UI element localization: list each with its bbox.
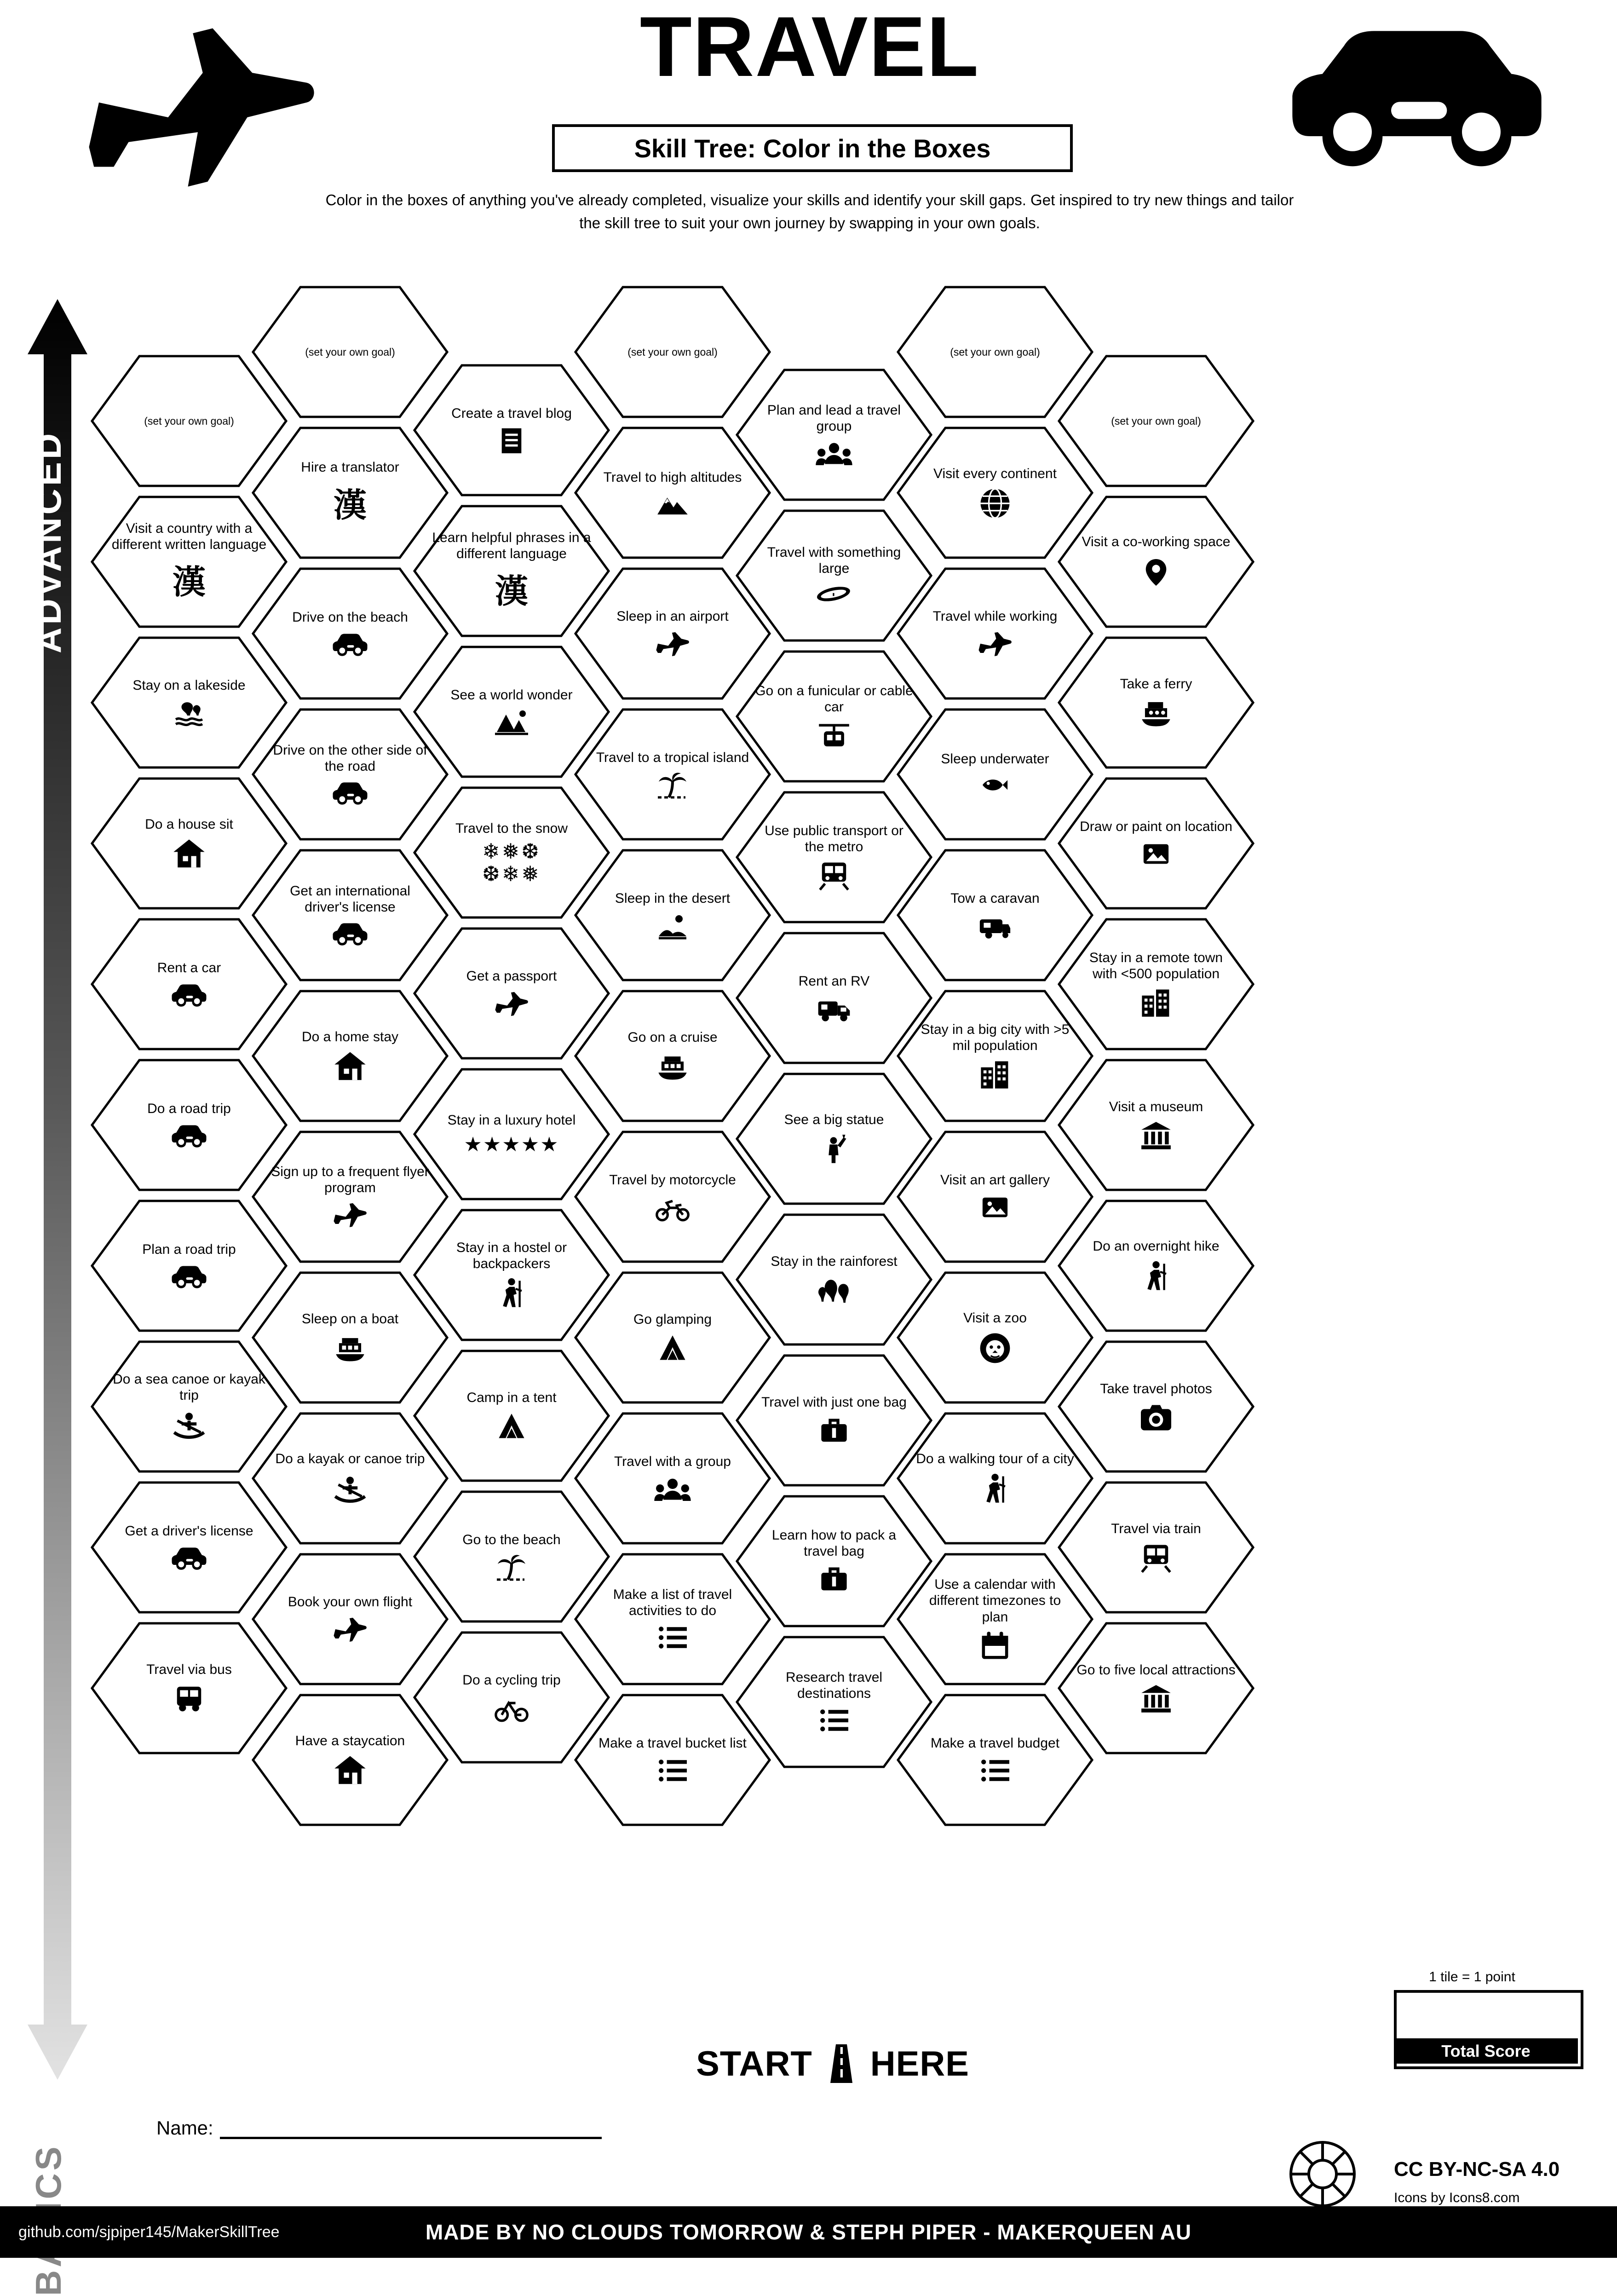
hiker-icon	[1141, 1259, 1171, 1293]
motorcycle-icon	[653, 1193, 692, 1222]
name-label: Name:	[156, 2117, 213, 2139]
skill-label: Rent a car	[157, 960, 221, 976]
list-icon	[655, 1623, 690, 1652]
bag-icon	[817, 1564, 851, 1595]
axis-label-advanced: ADVANCED	[28, 430, 69, 653]
plane-icon	[329, 1615, 371, 1644]
city-icon	[978, 1058, 1012, 1090]
skill-label: Travel to the snow	[455, 821, 568, 836]
skill-label: Travel with just one bag	[761, 1395, 907, 1410]
car-icon	[171, 1122, 207, 1149]
here-label: HERE	[870, 2044, 969, 2083]
people-icon	[814, 439, 854, 467]
page-subtitle: Skill Tree: Color in the Boxes	[634, 133, 991, 163]
skill-label: Stay in a hostel or backpackers	[456, 1240, 567, 1271]
skill-label: See a big statue	[784, 1112, 884, 1128]
intro-text: Color in the boxes of anything you've already completed, visualize your skills and identify your skill gaps. Get inspired to try new things and tailor the skill tree to suit your own journey by swapping in your own goals.	[325, 191, 1294, 231]
total-score-label: Total Score	[1394, 2038, 1578, 2064]
skill-label: Stay in a luxury hotel	[447, 1112, 576, 1128]
kayak-icon	[172, 1408, 206, 1442]
footer-github: github.com/sjpiper145/MakerSkillTree	[18, 2223, 280, 2241]
skill-label: Get a passport	[466, 969, 557, 984]
caravan-icon	[975, 911, 1015, 940]
rv-icon	[814, 994, 854, 1023]
skill-label: Travel via bus	[146, 1662, 232, 1678]
car-icon	[332, 630, 368, 658]
skill-label: Visit a co-working space	[1082, 534, 1231, 550]
ferry-icon	[1138, 697, 1174, 729]
tent-icon	[656, 1333, 689, 1364]
house-icon	[334, 1754, 367, 1787]
pyramid-icon	[490, 708, 533, 737]
skill-label: Stay in a remote town with <500 population	[1089, 950, 1223, 981]
skill-label: Visit an art gallery	[940, 1172, 1050, 1188]
skill-tile-c7-remote-town[interactable]	[1057, 917, 1255, 1051]
car-icon	[171, 1544, 207, 1572]
skill-label: Take a ferry	[1120, 676, 1192, 692]
skill-label: Book your own flight	[288, 1594, 413, 1610]
skill-tile-c7-museum[interactable]	[1057, 1058, 1255, 1192]
skill-label: Go on a cruise	[627, 1030, 718, 1045]
picture-icon	[977, 1193, 1013, 1222]
skill-label: Travel by motorcycle	[609, 1172, 736, 1188]
skill-label: Travel to a tropical island	[596, 750, 749, 766]
skill-label: Get an international driver's license	[290, 883, 410, 915]
skill-label: Visit every continent	[933, 466, 1057, 482]
desert-icon	[653, 911, 692, 940]
document-icon	[497, 427, 526, 455]
skill-label: Sleep underwater	[941, 751, 1049, 767]
skill-label: (set your own goal)	[1111, 415, 1201, 427]
plane-icon	[329, 1200, 371, 1230]
license-label: CC BY-NC-SA 4.0	[1394, 2158, 1560, 2181]
skill-label: Take travel photos	[1100, 1381, 1212, 1397]
bicycle-icon	[492, 1693, 531, 1723]
skill-label: (set your own goal)	[144, 415, 234, 427]
bag-icon	[817, 1415, 851, 1447]
fish-icon	[976, 772, 1014, 798]
calendar-icon	[978, 1630, 1012, 1662]
skill-label: Travel via train	[1111, 1521, 1201, 1537]
house-icon	[334, 1050, 367, 1083]
name-row	[156, 2117, 602, 2139]
skill-label: Learn how to pack a travel bag	[771, 1527, 897, 1559]
skill-tile-c7-travel-photos[interactable]	[1057, 1340, 1255, 1473]
skill-label: Sign up to a frequent flyer program	[271, 1164, 429, 1195]
camera-icon	[1138, 1402, 1174, 1432]
skill-label: Tow a caravan	[950, 891, 1040, 906]
skill-label: Travel with a group	[614, 1454, 731, 1470]
skill-label: Rent an RV	[798, 974, 870, 989]
skill-tile-c7-train[interactable]	[1057, 1481, 1255, 1614]
skill-label: Go glamping	[633, 1312, 712, 1327]
lion-icon	[978, 1331, 1012, 1365]
train-icon	[1140, 1542, 1172, 1574]
skill-label: Sleep on a boat	[301, 1311, 399, 1327]
icons-credit: Icons by Icons8.com	[1394, 2190, 1520, 2205]
plane-icon	[974, 629, 1016, 659]
skill-tile-c7-goal[interactable]	[1057, 354, 1255, 488]
bus-icon	[173, 1683, 205, 1715]
city-icon	[1139, 986, 1173, 1019]
skill-label: Do a cycling trip	[462, 1673, 561, 1688]
skill-label: (set your own goal)	[950, 346, 1040, 358]
skill-tile-c7-draw-paint[interactable]	[1057, 777, 1255, 910]
pin-icon	[1142, 555, 1170, 590]
skill-label: Camp in a tent	[466, 1390, 557, 1406]
creative-commons-icon	[1288, 2140, 1357, 2209]
plane-icon	[652, 629, 693, 659]
road-icon	[821, 2043, 862, 2084]
hiker-icon	[980, 1472, 1010, 1506]
lake-icon	[170, 698, 208, 728]
skill-label: Go to the beach	[462, 1532, 561, 1548]
start-here-marker	[672, 2038, 994, 2089]
skill-label: Have a staycation	[295, 1733, 405, 1749]
skill-label: Draw or paint on location	[1080, 819, 1232, 835]
name-input-line[interactable]	[220, 2117, 602, 2139]
skill-label: Stay in a big city with >5 mil population	[921, 1021, 1070, 1053]
car-icon	[332, 920, 368, 947]
skill-label: Stay on a lakeside	[132, 678, 246, 693]
skill-label: Sleep in an airport	[616, 609, 729, 624]
skill-label: Do an overnight hike	[1093, 1239, 1220, 1254]
hiker-icon	[496, 1276, 527, 1310]
skill-label: Visit a museum	[1109, 1099, 1203, 1115]
list-icon	[817, 1706, 852, 1735]
snowflakes-icon: ❄❅❆ ❆❄❅	[482, 839, 541, 886]
skill-label: Do a kayak or canoe trip	[275, 1451, 425, 1467]
footer-bar	[0, 2206, 1617, 2258]
skill-label: Make a travel budget	[930, 1736, 1060, 1751]
five-stars-icon: ★★★★★	[464, 1133, 559, 1157]
tent-icon	[495, 1411, 528, 1442]
palm-icon	[653, 771, 692, 799]
skill-tile-c7-overnight-hike[interactable]	[1057, 1199, 1255, 1333]
palm-icon	[492, 1553, 531, 1581]
picture-icon	[1138, 840, 1174, 868]
skill-label: Travel to high altitudes	[603, 470, 742, 485]
start-label: START	[696, 2044, 812, 2083]
house-icon	[173, 837, 206, 871]
kanji-icon: 漢	[495, 572, 528, 611]
surfboard-icon	[813, 581, 855, 607]
boat-icon	[332, 1332, 368, 1364]
skill-label: Get a driver's license	[125, 1523, 253, 1539]
car-icon	[171, 1263, 207, 1290]
car-icon	[171, 981, 207, 1009]
plane-icon	[491, 989, 532, 1019]
skill-label: Travel with something large	[767, 544, 901, 576]
skill-label: Do a sea canoe or kayak trip	[113, 1371, 265, 1403]
footer-credit: MADE BY NO CLOUDS TOMORROW & STEPH PIPER - MAKERQUEEN AU	[425, 2220, 1192, 2244]
skill-label: Do a home stay	[301, 1029, 399, 1045]
skill-label: Sleep in the desert	[615, 891, 731, 906]
skill-label: Visit a zoo	[963, 1310, 1027, 1326]
skill-tile-c7-coworking[interactable]	[1057, 495, 1255, 629]
mountain-icon	[651, 490, 694, 516]
train-icon	[818, 860, 850, 892]
rainforest-icon	[816, 1275, 852, 1306]
kanji-icon: 漢	[172, 563, 206, 602]
skill-label: Create a travel blog	[451, 406, 572, 421]
skill-label: Research travel destinations	[785, 1669, 883, 1701]
museum-icon	[1139, 1120, 1174, 1151]
skill-label: Travel while working	[932, 609, 1058, 624]
score-note: 1 tile = 1 point	[1429, 1969, 1515, 1984]
skill-label: Use a calendar with different timezones to plan	[929, 1576, 1061, 1625]
skill-label: Visit a country with a different written language	[111, 520, 267, 552]
people-icon	[652, 1475, 693, 1503]
skill-label: (set your own goal)	[305, 346, 395, 358]
skill-label: Make a list of travel activities to do	[613, 1586, 732, 1618]
skill-label: Plan a road trip	[142, 1242, 236, 1258]
skill-label: Do a house sit	[145, 817, 233, 832]
skill-label: Drive on the beach	[292, 610, 408, 625]
museum-icon	[1139, 1683, 1174, 1714]
skill-label: (set your own goal)	[627, 346, 718, 358]
list-icon	[978, 1756, 1013, 1785]
skill-tile-c7-local-attractions[interactable]	[1057, 1621, 1255, 1755]
boat-icon	[654, 1050, 691, 1083]
skill-label: Go on a funicular or cable car	[755, 683, 913, 715]
skill-label: Use public transport or the metro	[765, 823, 903, 854]
globe-icon	[978, 487, 1012, 520]
skill-label: Drive on the other side of the road	[273, 742, 427, 774]
skill-label: See a world wonder	[450, 687, 573, 703]
cablecar-icon	[818, 720, 850, 750]
page-title: TRAVEL	[639, 0, 980, 94]
skill-label: Learn helpful phrases in a different language	[432, 530, 591, 561]
kanji-icon: 漢	[333, 485, 367, 525]
statue-icon	[819, 1133, 849, 1166]
skill-label: Plan and lead a travel group	[767, 402, 901, 434]
skill-label: Stay in the rainforest	[771, 1254, 898, 1269]
car-icon	[332, 779, 368, 807]
kayak-icon	[333, 1472, 367, 1506]
skill-label: Do a walking tour of a city	[916, 1451, 1074, 1467]
list-icon	[655, 1756, 690, 1785]
skill-label: Make a travel bucket list	[598, 1736, 747, 1751]
skill-label: Do a road trip	[147, 1101, 231, 1117]
skill-label: Hire a translator	[301, 460, 399, 475]
skill-tile-c7-ferry[interactable]	[1057, 636, 1255, 769]
skill-label: Go to five local attractions	[1076, 1662, 1236, 1678]
